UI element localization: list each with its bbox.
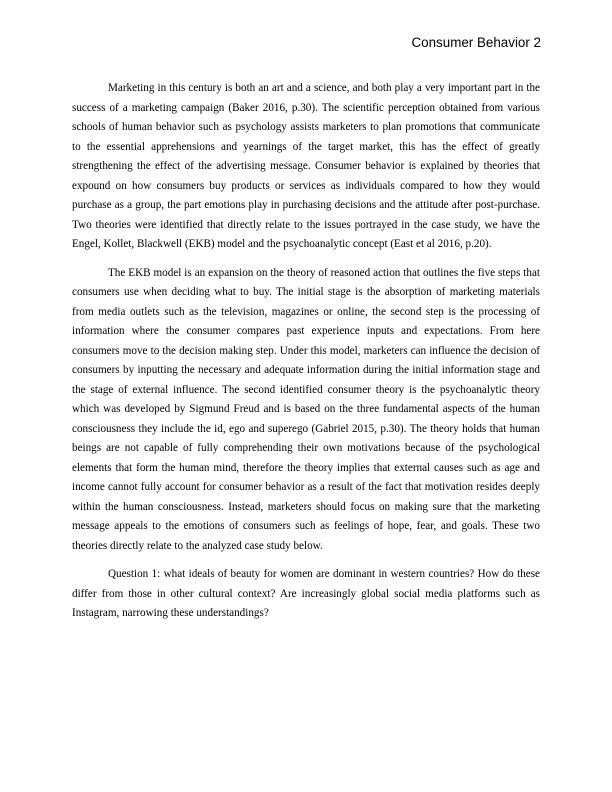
paragraph-question-1: Question 1: what ideals of beauty for women are dominant in western countries? How do these differ from those in other cultural context? Are increasingly global social media platforms such as Instagram, narrowing these understandings? xyxy=(72,568,540,619)
paragraph-theories: The EKB model is an expansion on the theory of reasoned action that outlines the five steps that consumers use when deciding what to buy. The initial stage is the absorption of marketing materials from media outlets such as the television, magazines or online, the second step is the processing of information where the consumer compares past experience inputs and expectations. From here consumers move to the decision making step. Under this model, marketers can influence the decision of consumers by inputting the necessary and adequate information during the initial information stage and the stage of external influence. The second identified consumer theory is the psychoanalytic theory which was developed by Sigmund Freud and is based on the three fundamental aspects of the human consciousness they include the id, ego and superego (Gabriel 2015, p.30). The theory holds that human beings are not capable of fully comprehending their own motivations because of the psychological elements that form the human mind, therefore the theory implies that external causes such as age and income cannot fully account for consumer behavior as a result of the fact that motivation resides deeply within the human consciousness. Instead, marketers should focus on making sure that the marketing message appeals to the emotions of consumers such as feelings of hope, fear, and goals. These two theories directly relate to the analyzed case study below. xyxy=(72,266,540,552)
body-text xyxy=(72,79,540,633)
paragraph-intro: Marketing in this century is both an art and a science, and both play a very important part in the success of a marketing campaign (Baker 2016, p.30). The scientific perception obtained from various schools of human behavior such as psychology assists marketers to plan promotions that communicate to the essential apprehensions and yearnings of the target market, this has the effect of greatly strengthening the effect of the advertising message. Consumer behavior is explained by theories that expound on how consumers buy products or services as individuals compared to how they would purchase as a group, the part emotions play in purchasing decisions and the attitude after post-purchase. Two theories were identified that directly relate to the issues portrayed in the case study, we have the Engel, Kollet, Blackwell (EKB) model and the psychoanalytic concept (East et al 2016, p.20). xyxy=(72,82,540,250)
running-head: Consumer Behavior 2 xyxy=(411,35,541,50)
